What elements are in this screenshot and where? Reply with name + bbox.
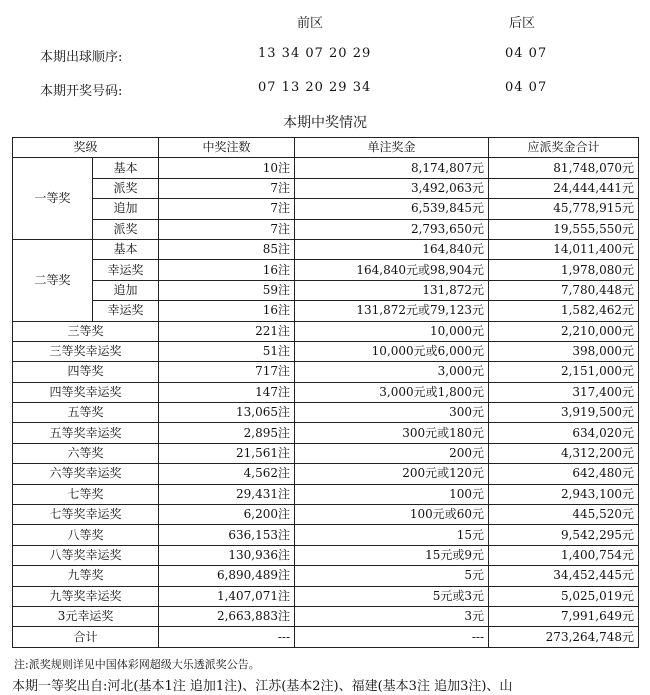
column-header-level: 奖级	[13, 138, 159, 158]
prize-table	[12, 137, 639, 648]
prize-amount: 5元或3元	[295, 586, 489, 606]
sub-level: 追加	[93, 199, 159, 219]
draw-order-front-numbers: 13 34 07 20 29	[258, 46, 372, 61]
column-header-prize: 单注奖金	[295, 138, 489, 158]
winner-count: 85注	[159, 239, 295, 259]
column-header-total: 应派奖金合计	[489, 138, 639, 158]
column-header-count: 中奖注数	[159, 138, 295, 158]
table-row	[13, 280, 639, 300]
prize-total: 14,011,400元	[489, 239, 639, 259]
prize-amount: 10,000元或6,000元	[295, 341, 489, 361]
draw-order-label: 本期出球顺序:	[40, 50, 123, 65]
prize-amount: 100元或60元	[295, 505, 489, 525]
prize-amount: 3,492,063元	[295, 178, 489, 198]
header-back-area: 后区	[509, 16, 536, 31]
winner-count: 59注	[159, 280, 295, 300]
table-row	[13, 260, 639, 280]
table-row	[13, 566, 639, 586]
table-row	[13, 301, 639, 321]
winner-count: 10注	[159, 158, 295, 178]
prize-level: 六等奖	[13, 443, 159, 463]
prize-total: 7,991,649元	[489, 606, 639, 626]
winner-count: 6,200注	[159, 505, 295, 525]
winner-count: 16注	[159, 260, 295, 280]
prize-amount: 164,840元或98,904元	[295, 260, 489, 280]
winner-count: 130,936注	[159, 545, 295, 565]
first-prize-label: 一等奖	[13, 158, 93, 240]
table-row	[13, 158, 639, 178]
prize-level: 五等奖幸运奖	[13, 423, 159, 443]
prize-total: 642,480元	[489, 464, 639, 484]
winner-count: 7注	[159, 178, 295, 198]
footnote: 注:派奖规则详见中国体彩网超级大乐透派奖公告。	[14, 658, 260, 671]
total-count: ---	[159, 627, 295, 647]
prize-level: 三等奖幸运奖	[13, 341, 159, 361]
prize-amount: 6,539,845元	[295, 199, 489, 219]
winner-count: 7注	[159, 219, 295, 239]
prize-total: 398,000元	[489, 341, 639, 361]
winner-count: 1,407,071注	[159, 586, 295, 606]
prize-amount: 131,872元	[295, 280, 489, 300]
prize-amount: 10,000元	[295, 321, 489, 341]
header-front-area: 前区	[297, 16, 324, 31]
table-header-row	[13, 138, 639, 158]
prize-amount: 200元	[295, 443, 489, 463]
table-row	[13, 321, 639, 341]
winning-back-numbers: 04 07	[505, 80, 548, 95]
winning-numbers-label: 本期开奖号码:	[40, 84, 123, 99]
table-row	[13, 464, 639, 484]
table-row	[13, 525, 639, 545]
table-row	[13, 606, 639, 626]
winner-count: 2,663,883注	[159, 606, 295, 626]
prize-level: 八等奖	[13, 525, 159, 545]
prize-total: 9,542,295元	[489, 525, 639, 545]
prize-amount: 8,174,807元	[295, 158, 489, 178]
table-row	[13, 545, 639, 565]
winner-count: 51注	[159, 341, 295, 361]
prize-total: 2,151,000元	[489, 362, 639, 382]
prize-amount: 5元	[295, 566, 489, 586]
prize-total: 2,210,000元	[489, 321, 639, 341]
prize-level: 七等奖	[13, 484, 159, 504]
prize-amount: 300元	[295, 403, 489, 423]
prize-amount: 15元	[295, 525, 489, 545]
prize-total: 5,025,019元	[489, 586, 639, 606]
prize-total: 81,748,070元	[489, 158, 639, 178]
first-prize-origin: 本期一等奖出自:河北(基本1注 追加1注)、江苏(基本2注)、福建(基本3注 追加3注)、山	[12, 679, 513, 694]
prize-amount: 100元	[295, 484, 489, 504]
total-prize: ---	[295, 627, 489, 647]
winner-count: 7注	[159, 199, 295, 219]
table-row	[13, 362, 639, 382]
sub-level: 派奖	[93, 219, 159, 239]
winner-count: 16注	[159, 301, 295, 321]
table-caption: 本期中奖情况	[283, 115, 367, 131]
prize-level: 八等奖幸运奖	[13, 545, 159, 565]
prize-amount: 164,840元	[295, 239, 489, 259]
winner-count: 636,153注	[159, 525, 295, 545]
draw-order-back-numbers: 04 07	[505, 46, 548, 61]
prize-amount: 300元或180元	[295, 423, 489, 443]
winner-count: 6,890,489注	[159, 566, 295, 586]
prize-amount: 3,000元或1,800元	[295, 382, 489, 402]
table-row	[13, 382, 639, 402]
prize-total: 1,582,462元	[489, 301, 639, 321]
prize-total: 45,778,915元	[489, 199, 639, 219]
prize-level: 四等奖幸运奖	[13, 382, 159, 402]
table-row	[13, 423, 639, 443]
table-row	[13, 586, 639, 606]
prize-level: 七等奖幸运奖	[13, 505, 159, 525]
prize-total: 634,020元	[489, 423, 639, 443]
prize-amount: 131,872元或79,123元	[295, 301, 489, 321]
prize-level: 四等奖	[13, 362, 159, 382]
sub-level: 幸运奖	[93, 260, 159, 280]
prize-level: 三等奖	[13, 321, 159, 341]
table-row	[13, 505, 639, 525]
total-row	[13, 627, 639, 647]
prize-amount: 3,000元	[295, 362, 489, 382]
winner-count: 2,895注	[159, 423, 295, 443]
winner-count: 21,561注	[159, 443, 295, 463]
winner-count: 717注	[159, 362, 295, 382]
sub-level: 派奖	[93, 178, 159, 198]
prize-level: 九等奖	[13, 566, 159, 586]
table-row	[13, 239, 639, 259]
prize-amount: 3元	[295, 606, 489, 626]
table-row	[13, 443, 639, 463]
table-row	[13, 341, 639, 361]
prize-total: 445,520元	[489, 505, 639, 525]
winning-front-numbers: 07 13 20 29 34	[258, 80, 372, 95]
prize-total: 4,312,200元	[489, 443, 639, 463]
prize-total: 3,919,500元	[489, 403, 639, 423]
prize-total: 7,780,448元	[489, 280, 639, 300]
prize-total: 1,978,080元	[489, 260, 639, 280]
prize-total: 24,444,441元	[489, 178, 639, 198]
sub-level: 基本	[93, 239, 159, 259]
prize-level: 九等奖幸运奖	[13, 586, 159, 606]
sub-level: 幸运奖	[93, 301, 159, 321]
table-row	[13, 403, 639, 423]
prize-level: 六等奖幸运奖	[13, 464, 159, 484]
table-row	[13, 178, 639, 198]
prize-level: 五等奖	[13, 403, 159, 423]
second-prize-label: 二等奖	[13, 239, 93, 321]
winner-count: 147注	[159, 382, 295, 402]
grand-total: 273,264,748元	[489, 627, 639, 647]
prize-total: 34,452,445元	[489, 566, 639, 586]
winner-count: 29,431注	[159, 484, 295, 504]
prize-amount: 200元或120元	[295, 464, 489, 484]
sub-level: 基本	[93, 158, 159, 178]
winner-count: 4,562注	[159, 464, 295, 484]
sub-level: 追加	[93, 280, 159, 300]
table-row	[13, 199, 639, 219]
prize-total: 1,400,754元	[489, 545, 639, 565]
prize-amount: 2,793,650元	[295, 219, 489, 239]
prize-total: 19,555,550元	[489, 219, 639, 239]
prize-total: 2,943,100元	[489, 484, 639, 504]
total-label: 合计	[13, 627, 159, 647]
prize-level: 3元幸运奖	[13, 606, 159, 626]
table-row	[13, 484, 639, 504]
winner-count: 221注	[159, 321, 295, 341]
prize-amount: 15元或9元	[295, 545, 489, 565]
table-row	[13, 219, 639, 239]
winner-count: 13,065注	[159, 403, 295, 423]
prize-total: 317,400元	[489, 382, 639, 402]
